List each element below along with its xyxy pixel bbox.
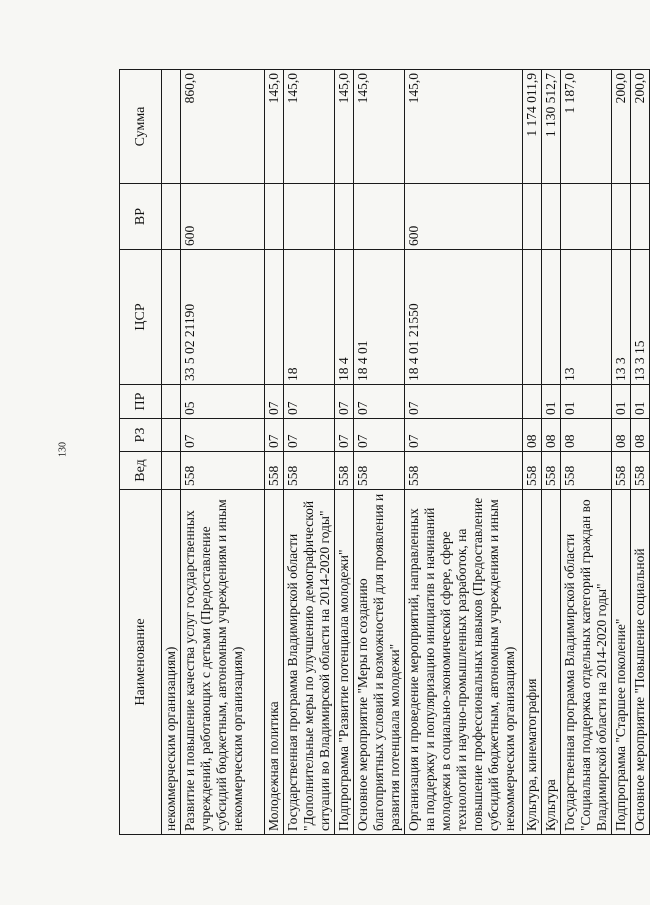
cell-name: Развитие и повышение качества услуг государственных учреждений, работающих с детьми (Предоставление субсидий бюджетным, автономным учреждениям и иным некоммерческим организациям) <box>181 490 265 835</box>
cell-rz: 08 <box>561 419 612 452</box>
cell-csr: 18 <box>284 250 335 385</box>
cell-name: Подпрограмма "Старшее поколение" <box>612 490 631 835</box>
cell-name: Молодежная политика <box>265 490 284 835</box>
cell-rz: 08 <box>631 419 650 452</box>
table-header-row <box>120 70 162 835</box>
cell-ved: 558 <box>612 452 631 490</box>
cell-rz: 07 <box>354 419 405 452</box>
cell-rz: 07 <box>335 419 354 452</box>
cell-rz: 07 <box>405 419 523 452</box>
cell-rz <box>162 419 181 452</box>
cell-vr <box>523 184 542 250</box>
cell-name: некоммерческим организациям) <box>162 490 181 835</box>
cell-sum: 145,0 <box>284 70 335 184</box>
cell-vr: 600 <box>405 184 523 250</box>
cell-sum: 200,0 <box>631 70 650 184</box>
cell-ved: 558 <box>335 452 354 490</box>
cell-vr <box>354 184 405 250</box>
cell-rz: 07 <box>265 419 284 452</box>
cell-csr: 18 4 01 <box>354 250 405 385</box>
cell-ved: 558 <box>284 452 335 490</box>
cell-sum: 1 130 512,7 <box>542 70 561 184</box>
header-sum: Сумма <box>120 70 162 184</box>
cell-ved <box>162 452 181 490</box>
cell-csr: 18 4 01 21550 <box>405 250 523 385</box>
header-name: Наименование <box>120 490 162 835</box>
cell-vr <box>335 184 354 250</box>
cell-ved: 558 <box>265 452 284 490</box>
cell-pr: 01 <box>542 385 561 419</box>
table-row <box>631 70 650 835</box>
cell-ved: 558 <box>523 452 542 490</box>
cell-csr: 33 5 02 21190 <box>181 250 265 385</box>
cell-name: Основное мероприятие "Меры по созданию благоприятных условий и возможностей для проявления и развития потенциала молодежи" <box>354 490 405 835</box>
cell-sum: 1 174 011,9 <box>523 70 542 184</box>
cell-name: Подпрограмма "Развитие потенциала молодежи" <box>335 490 354 835</box>
header-pr: ПР <box>120 385 162 419</box>
cell-vr <box>561 184 612 250</box>
cell-pr: 07 <box>335 385 354 419</box>
cell-rz: 07 <box>181 419 265 452</box>
cell-csr: 13 3 15 <box>631 250 650 385</box>
cell-csr <box>162 250 181 385</box>
header-ved: Вед <box>120 452 162 490</box>
cell-pr <box>523 385 542 419</box>
table-row <box>162 70 181 835</box>
budget-table-rotated <box>119 70 647 835</box>
header-rz: РЗ <box>120 419 162 452</box>
cell-ved: 558 <box>354 452 405 490</box>
cell-ved: 558 <box>561 452 612 490</box>
cell-vr <box>265 184 284 250</box>
cell-csr <box>265 250 284 385</box>
cell-name: Культура, кинематография <box>523 490 542 835</box>
cell-pr: 07 <box>354 385 405 419</box>
cell-sum: 145,0 <box>354 70 405 184</box>
header-vr: ВР <box>120 184 162 250</box>
cell-csr: 18 4 <box>335 250 354 385</box>
cell-sum: 145,0 <box>335 70 354 184</box>
cell-rz: 08 <box>542 419 561 452</box>
cell-ved: 558 <box>631 452 650 490</box>
cell-sum: 1 187,0 <box>561 70 612 184</box>
table-row <box>561 70 612 835</box>
header-csr: ЦСР <box>120 250 162 385</box>
cell-pr: 01 <box>612 385 631 419</box>
cell-sum: 860,0 <box>181 70 265 184</box>
table-row <box>354 70 405 835</box>
cell-csr: 13 <box>561 250 612 385</box>
cell-vr <box>284 184 335 250</box>
cell-name: Основное мероприятие "Повышение социальной <box>631 490 650 835</box>
cell-sum: 145,0 <box>405 70 523 184</box>
cell-name: Государственная программа Владимирской области "Дополнительные меры по улучшению демографической ситуации во Владимирской области на 2014-2020 годы" <box>284 490 335 835</box>
cell-pr: 01 <box>631 385 650 419</box>
cell-vr <box>162 184 181 250</box>
table-row <box>405 70 523 835</box>
cell-vr: 600 <box>181 184 265 250</box>
cell-name: Организация и проведение мероприятий, направленных на поддержку и популяризацию инициатив и начинаний молодежи в социально-экономической сфере, сфере технологий и научно-промышленных разработок, на повышение профессиональных навыков (Предоставление субсидий бюджетным, автономным учреждениям и иным некоммерческим организациям) <box>405 490 523 835</box>
budget-table <box>119 69 650 835</box>
cell-name: Государственная программа Владимирской области "Социальная поддержка отдельных категорий граждан во Владимирской области на 2014-2020 годы" <box>561 490 612 835</box>
cell-csr: 13 3 <box>612 250 631 385</box>
cell-rz: 08 <box>523 419 542 452</box>
cell-rz: 08 <box>612 419 631 452</box>
cell-csr <box>542 250 561 385</box>
page-number: 130 <box>57 442 69 457</box>
cell-vr <box>612 184 631 250</box>
cell-pr: 07 <box>265 385 284 419</box>
cell-ved: 558 <box>181 452 265 490</box>
cell-sum: 200,0 <box>612 70 631 184</box>
cell-sum: 145,0 <box>265 70 284 184</box>
cell-vr <box>631 184 650 250</box>
table-row <box>265 70 284 835</box>
cell-pr: 07 <box>284 385 335 419</box>
table-row <box>181 70 265 835</box>
cell-pr: 05 <box>181 385 265 419</box>
table-row <box>523 70 542 835</box>
table-row <box>612 70 631 835</box>
cell-name: Культура <box>542 490 561 835</box>
cell-rz: 07 <box>284 419 335 452</box>
table-row <box>284 70 335 835</box>
table-row <box>335 70 354 835</box>
cell-ved: 558 <box>405 452 523 490</box>
cell-csr <box>523 250 542 385</box>
cell-pr: 07 <box>405 385 523 419</box>
cell-pr: 01 <box>561 385 612 419</box>
cell-pr <box>162 385 181 419</box>
cell-ved: 558 <box>542 452 561 490</box>
table-row <box>542 70 561 835</box>
cell-sum <box>162 70 181 184</box>
cell-vr <box>542 184 561 250</box>
